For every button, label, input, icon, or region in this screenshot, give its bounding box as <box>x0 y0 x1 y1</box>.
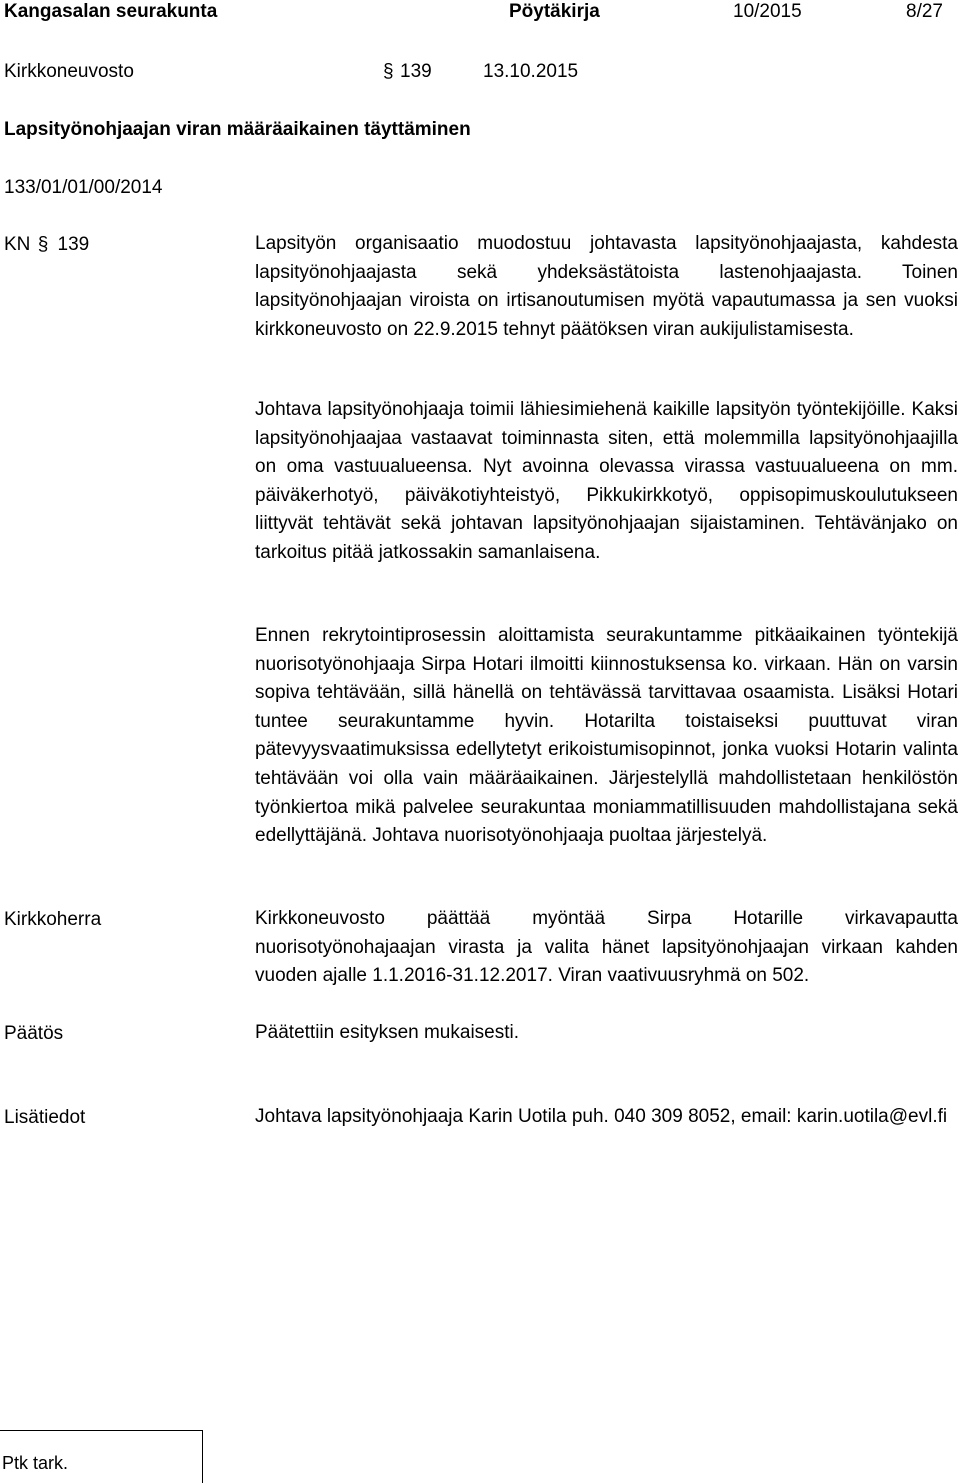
section-number: 139 <box>400 61 432 82</box>
minutes-check-label: Ptk tark. <box>2 1453 69 1473</box>
meeting-body: Kirkkoneuvosto <box>4 61 134 82</box>
info-text <box>255 1103 958 1132</box>
paragraph-text: Päätettiin esityksen mukaisesti. <box>255 1022 520 1043</box>
paragraph-text: Ennen rekrytointiprosessin aloittamista seurakuntamme pitkäaikainen työntekijä nuorisotyönohjaaja Sirpa Hotari ilmoitti kiinnostuksensa ko. virkaan. Hän on varsin sopiva tehtävään, sillä hänellä on tehtävässä tarvittavaa osaamista. Lisäksi Hotari tuntee seurakuntamme hyvin. Hotarilta toistaiseksi puuttuvat viran pätevyysvaatimuksissa edellytetyt erikoistumisopinnot, jonka vuoksi Hotarin valinta tehtävään voi olla vain määräaikainen. Järjestelyllä mahdollistetaan henkilöstön työnkiertoa mikä palvelee seurakuntaa moniammatillisuuden mahdollistajana sekä edellyttäjänä. Johtava nuorisotyönohjaaja puoltaa järjestelyä. <box>255 625 958 847</box>
paragraph-text: Johtava lapsityönohjaaja toimii lähiesimiehenä kaikille lapsityön työntekijöille. Kaksi lapsityönohjaajaa vastaavat toiminnasta siten, että molemmilla lapsityönohjaajilla on oma vastuualueensa. Nyt avoinna olevassa virassa vastuualueena on mm. päiväkerhotyö, päiväkotiyhteistyö, Pikkukirkkotyö, oppisopimuskoulutukseen liittyvät tehtävät sekä johtavan lapsityönohjaajan sijaistaminen. Tehtävänjako on tarkoitus pitää jatkossakin samanlaisena. <box>255 399 958 563</box>
paragraph-text: Lapsityön organisaatio muodostuu johtavasta lapsityönohjaajasta, kahdesta lapsityönohjaajasta sekä yhdeksästätoista lastenohjaajasta. Toinen lapsityönohjaajan viroista on irtisanoutumisen myötä vapautumassa ja sen vuoksi kirkkoneuvosto on 22.9.2015 tehnyt päätöksen viran aukijulistamisesta. <box>255 233 958 340</box>
meeting-date: 13.10.2015 <box>483 61 579 82</box>
kn-section-symbol: § <box>37 234 49 255</box>
decision-label: Päätös <box>4 1023 64 1044</box>
section-symbol: § <box>383 61 394 82</box>
proposal-text <box>255 905 958 991</box>
paragraph-responsibilities <box>255 396 958 568</box>
document-type: Pöytäkirja <box>509 1 600 22</box>
paragraph-text: Kirkkoneuvosto päättää myöntää Sirpa Hotarille virkavapautta nuorisotyönohajaajan virasta ja valita hänet lapsityönohjaajan virkaan kahden vuoden ajalle 1.1.2016-31.12.2017. Viran vaativuusryhmä on 502. <box>255 908 958 987</box>
kn-label: KN <box>4 234 31 255</box>
info-label: Lisätiedot <box>4 1107 86 1128</box>
decision-text <box>255 1019 958 1048</box>
record-number: 133/01/01/00/2014 <box>4 177 163 198</box>
kn-section-label <box>4 234 89 256</box>
page-title: Lapsityönohjaajan viran määräaikainen täyttäminen <box>4 119 471 140</box>
paragraph-text: Johtava lapsityönohjaaja Karin Uotila puh. 040 309 8052, email: karin.uotila@evl.fi <box>255 1106 948 1127</box>
paragraph-organization <box>255 230 958 344</box>
paragraph-candidate <box>255 622 958 851</box>
issue-number: 10/2015 <box>733 1 802 22</box>
proposal-label: Kirkkoherra <box>4 909 102 930</box>
page-number: 8/27 <box>906 1 943 22</box>
organization-name: Kangasalan seurakunta <box>4 1 218 22</box>
kn-section-number: 139 <box>57 234 90 255</box>
minutes-check-box <box>0 1430 203 1483</box>
